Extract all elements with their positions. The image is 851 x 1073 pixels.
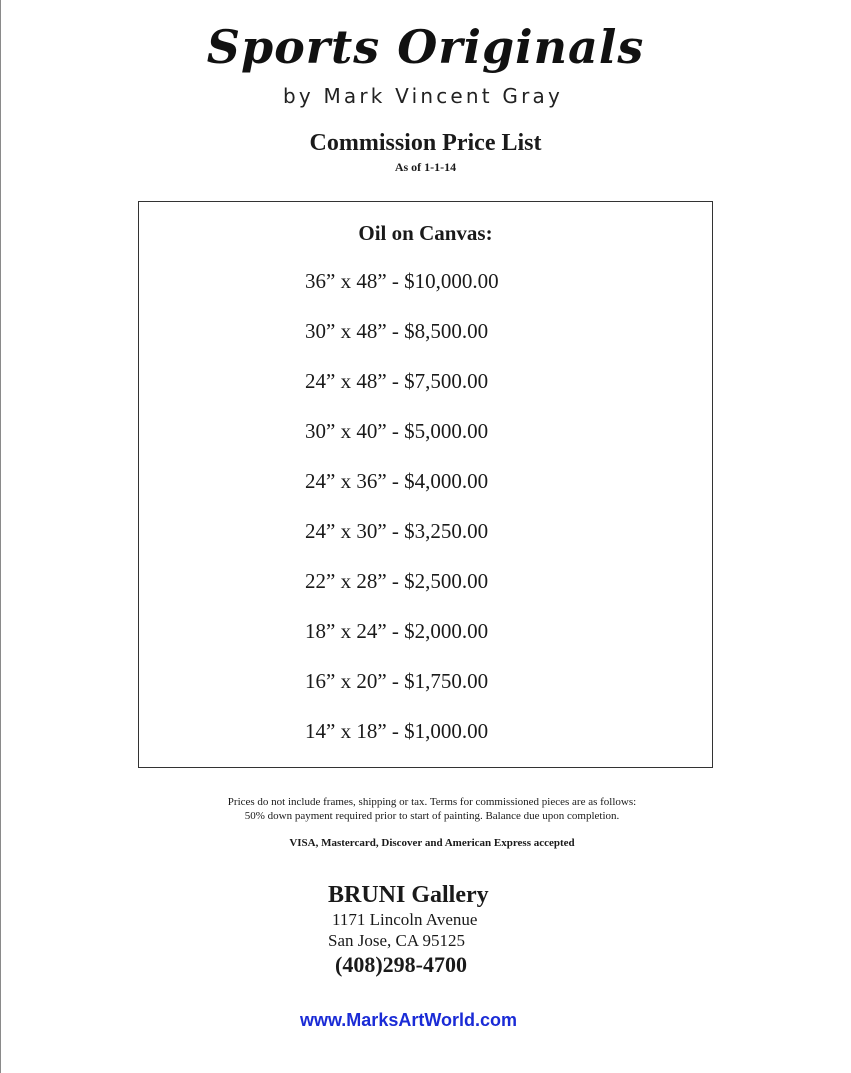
price-list — [305, 271, 499, 771]
page-title: Commission Price List — [309, 130, 542, 156]
price-item: 30” x 48” - $8,500.00 — [305, 319, 489, 343]
price-item: 16” x 20” - $1,750.00 — [305, 669, 489, 693]
price-item: 22” x 28” - $2,500.00 — [305, 569, 489, 593]
website-link[interactable]: www.MarksArtWorld.com — [299, 1010, 518, 1030]
price-item: 30” x 40” - $5,000.00 — [305, 419, 489, 443]
gallery-city-address: San Jose, CA 95125 — [328, 931, 465, 950]
sports-originals-logo: Sports Originals — [206, 20, 645, 74]
payment-methods-note: VISA, Mastercard, Discover and American Express accepted — [289, 837, 575, 849]
gallery-contact — [328, 881, 628, 979]
price-item: 36” x 48” - $10,000.00 — [305, 269, 499, 293]
gallery-name: BRUNI Gallery — [328, 882, 489, 908]
price-item: 14” x 18” - $1,000.00 — [305, 719, 489, 743]
as-of-date: As of 1-1-14 — [394, 160, 457, 174]
price-item: 18” x 24” - $2,000.00 — [305, 619, 489, 643]
price-box — [138, 201, 713, 768]
gallery-phone: (408)298-4700 — [335, 952, 467, 977]
price-item: 24” x 48” - $7,500.00 — [305, 369, 489, 393]
terms-note-line-1: Prices do not include frames, shipping or tax. Terms for commissioned pieces are as follows: — [227, 796, 637, 808]
medium-heading: Oil on Canvas: — [358, 221, 493, 245]
gallery-street-address: 1171 Lincoln Avenue — [332, 910, 478, 929]
terms-note-line-2: 50% down payment required prior to start of painting. Balance due upon completion. — [244, 810, 620, 822]
price-item: 24” x 36” - $4,000.00 — [305, 469, 489, 493]
artist-byline: by Mark Vincent Gray — [282, 84, 564, 108]
price-item: 24” x 30” - $3,250.00 — [305, 519, 489, 543]
